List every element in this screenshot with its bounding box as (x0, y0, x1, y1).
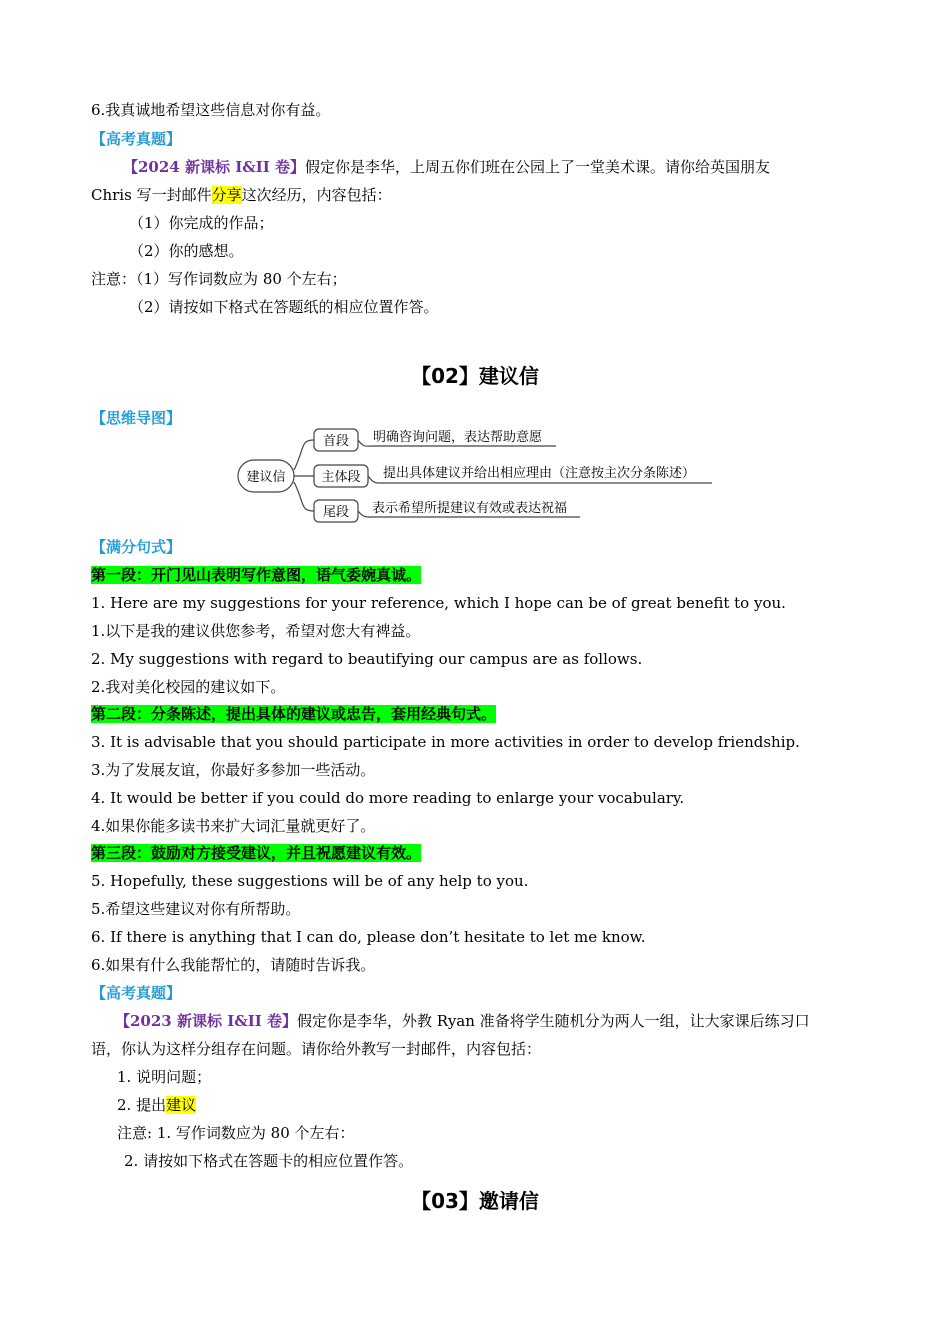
exam-2023-item-2-text: 2. 提出 (117, 1096, 167, 1114)
exam-2023-item-1: 1. 说明问题； (117, 1068, 212, 1086)
exam-2023-note-2: 2. 请按如下格式在答题卡的相应位置作答。 (124, 1152, 414, 1170)
sentence-5-en: 5. Hopefully, these suggestions will be of any help to you. (91, 872, 529, 890)
exam-note-1: 注意：（1）写作词数应为 80 个左右； (91, 270, 347, 288)
mindmap-node-end-label: 尾段 (322, 505, 350, 520)
exam-2023-note-1: 注意: 1. 写作词数应为 80 个左右： (117, 1124, 355, 1142)
sentences-tag: 【满分句式】 (91, 538, 182, 556)
mindmap-node-first-label: 首段 (322, 434, 350, 449)
para-2-highlight: 第二段：分条陈述，提出具体的建议或忠告，套用经典句式。 (91, 705, 497, 723)
highlight-suggestion: 建议 (166, 1096, 197, 1114)
sentence-4-en: 4. It would be better if you could do more reading to enlarge your vocabulary. (91, 789, 685, 807)
para-1-highlight: 第一段：开门见山表明写作意图，语气委婉真诚。 (91, 566, 422, 584)
mindmap-diagram (0, 0, 950, 540)
exam-note-2: （2）请按如下格式在答题纸的相应位置作答。 (129, 298, 439, 316)
exam-text-2024-1: 假定你是李华，上周五你们班在公园上了一堂美术课。请你给英国朋友 (305, 158, 771, 176)
exam-prompt-2023-line1 (115, 1011, 810, 1031)
mindmap-connector-3 (294, 482, 314, 511)
sentence-3-en: 3. It is advisable that you should participate in more activities in order to develop friendship. (91, 733, 800, 751)
sentence-2-en: 2. My suggestions with regard to beautifying our campus are as follows. (91, 650, 643, 668)
mindmap-root-label: 建议信 (246, 470, 286, 485)
mindmap-desc-1: 明确咨询问题，表达帮助意愿 (373, 430, 543, 445)
exam-2023-item-2 (117, 1095, 196, 1115)
exam-tag-2024: 【高考真题】 (91, 130, 182, 148)
para-3-label (91, 843, 421, 863)
exam-text-2024-2b: 这次经历，内容包括： (241, 186, 392, 204)
sentence-1-cn: 1.以下是我的建议供您参考，希望对您大有裨益。 (91, 622, 421, 640)
section-heading-03: 【03】邀请信 (411, 1189, 539, 1213)
sentence-4-cn: 4.如果你能多读书来扩大词汇量就更好了。 (91, 817, 376, 835)
line-6-text: 6.我真诚地希望这些信息对你有益。 (91, 101, 331, 119)
sentence-2-cn: 2.我对美化校园的建议如下。 (91, 678, 286, 696)
section-heading-02: 【02】建议信 (411, 364, 539, 388)
exam-tag-2023: 【高考真题】 (91, 984, 182, 1002)
sentence-1-en: 1. Here are my suggestions for your reference, which I hope can be of great benefit to you. (91, 594, 786, 612)
exam-item-2: （2）你的感想。 (129, 242, 244, 260)
para-3-highlight: 第三段：鼓励对方接受建议，并且祝愿建议有效。 (91, 844, 422, 862)
sentence-5-cn: 5.希望这些建议对你有所帮助。 (91, 900, 301, 918)
mindmap-tag: 【思维导图】 (91, 409, 182, 427)
exam-text-2024-2a: Chris 写一封邮件 (91, 186, 212, 204)
para-1-label (91, 565, 421, 585)
sentence-6-cn: 6.如果有什么我能帮忙的，请随时告诉我。 (91, 956, 376, 974)
exam-source-2024: 【2024 新课标 I&II 卷】 (123, 158, 306, 176)
exam-item-1: （1）你完成的作品； (129, 214, 274, 232)
highlight-share: 分享 (211, 186, 242, 204)
para-2-label (91, 704, 496, 724)
sentence-3-cn: 3.为了发展友谊，你最好多参加一些活动。 (91, 761, 376, 779)
mindmap-node-body-label: 主体段 (321, 470, 361, 485)
mindmap-desc-2: 提出具体建议并给出相应理由（注意按主次分条陈述） (383, 466, 696, 481)
exam-source-2023: 【2023 新课标 I&II 卷】 (115, 1012, 298, 1030)
mindmap-connector-1 (294, 440, 314, 470)
exam-text-2023-1: 假定你是李华，外教 Ryan 准备将学生随机分为两人一组，让大家课后练习口 (297, 1012, 810, 1030)
exam-prompt-2023-line2: 语，你认为这样分组存在问题。请你给外教写一封邮件，内容包括： (91, 1040, 542, 1058)
sentence-6-en: 6. If there is anything that I can do, please don’t hesitate to let me know. (91, 928, 646, 946)
mindmap-desc-3: 表示希望所提建议有效或表达祝福 (372, 501, 568, 516)
